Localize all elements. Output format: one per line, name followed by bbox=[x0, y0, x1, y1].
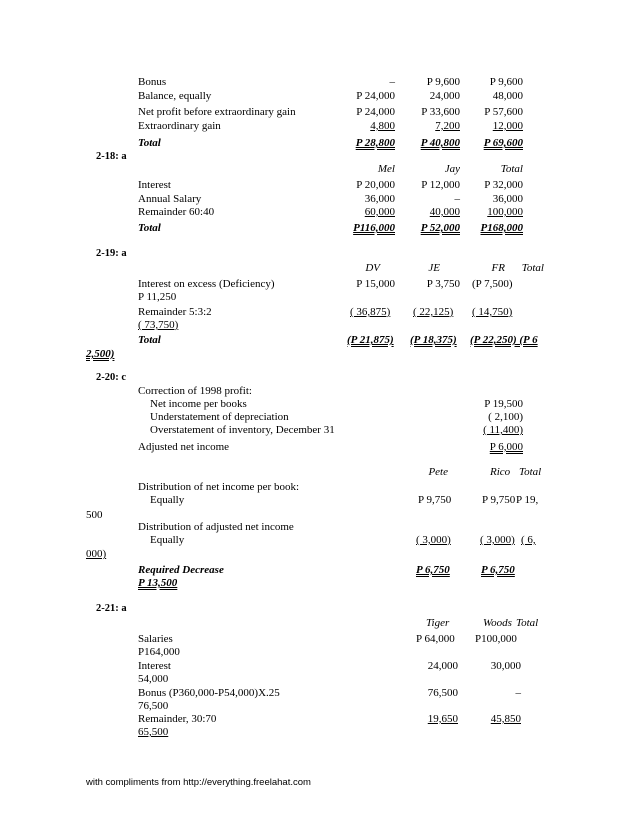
s221-header-tiger: Tiger bbox=[426, 617, 450, 629]
s220-required-label: Required Decrease bbox=[138, 564, 224, 576]
s220-adjusted-label: Adjusted net income bbox=[138, 441, 230, 453]
s219-header-fr: FR bbox=[491, 262, 505, 274]
s219-header-dv: DV bbox=[365, 262, 380, 274]
s221-interest-label: Interest bbox=[138, 660, 171, 672]
s219-total-col3: (P 22,250) (P 6 bbox=[470, 334, 538, 346]
balance-col1: P 24,000 bbox=[356, 90, 395, 102]
s221-salaries-label: Salaries bbox=[138, 633, 173, 645]
s220-equally1-pete: P 9,750 bbox=[418, 494, 452, 506]
s219-interest-label: Interest on excess (Deficiency) bbox=[138, 278, 275, 290]
s220-equally2-wrap: 000) bbox=[86, 548, 107, 560]
s221-interest-total-wrap: 54,000 bbox=[138, 673, 169, 685]
s220-equally1-total: P 19, bbox=[516, 494, 539, 506]
npbeg-col3: P 57,600 bbox=[484, 106, 523, 118]
section-label-2-21: 2-21: a bbox=[96, 603, 127, 614]
s219-remainder-total-wrap: ( 73,750) bbox=[138, 319, 179, 331]
s220-required-pete: P 6,750 bbox=[416, 564, 450, 576]
s220-inventory-value: ( 11,400) bbox=[483, 424, 523, 436]
s219-total-col2: (P 18,375) bbox=[410, 334, 457, 346]
s219-header-je: JE bbox=[428, 262, 440, 274]
s221-interest-woods: 30,000 bbox=[490, 660, 521, 672]
s220-header-total: Total bbox=[519, 466, 542, 478]
bonus-col3: P 9,600 bbox=[489, 76, 523, 88]
s218-salary-col2: – bbox=[454, 193, 460, 205]
s221-remainder-label: Remainder, 30:70 bbox=[138, 713, 217, 725]
s218-salary-col3: 36,000 bbox=[492, 193, 523, 205]
s219-total-col1: (P 21,875) bbox=[347, 334, 394, 346]
s220-required-total-wrap: P 13,500 bbox=[138, 577, 178, 589]
s221-salaries-woods: P100,000 bbox=[475, 633, 517, 645]
s220-equally2-label: Equally bbox=[150, 534, 185, 546]
s218-interest-col1: P 20,000 bbox=[356, 179, 395, 191]
s220-equally2-total: ( 6, bbox=[521, 534, 536, 546]
s218-total-col3: P168,000 bbox=[480, 222, 523, 234]
s218-total-col1: P116,000 bbox=[353, 222, 395, 234]
s221-interest-tiger: 24,000 bbox=[427, 660, 458, 672]
s220-equally2-pete: ( 3,000) bbox=[416, 534, 451, 546]
s220-dist-adj-title: Distribution of adjusted net income bbox=[138, 521, 294, 533]
s217-total-label: Total bbox=[138, 137, 161, 149]
s220-equally2-rico: ( 3,000) bbox=[480, 534, 515, 546]
s218-interest-col2: P 12,000 bbox=[421, 179, 460, 191]
s221-bonus-total-wrap: 76,500 bbox=[138, 700, 169, 712]
s221-bonus-tiger: 76,500 bbox=[427, 687, 458, 699]
s220-inventory-label: Overstatement of inventory, December 31 bbox=[150, 424, 335, 436]
s218-header-total: Total bbox=[500, 163, 523, 175]
npbeg-label: Net profit before extraordinary gain bbox=[138, 106, 296, 118]
section-label-2-20: 2-20: c bbox=[96, 372, 127, 383]
s217-total-col2: P 40,800 bbox=[420, 137, 460, 149]
page-footer: with compliments from http://everything.freelahat.com bbox=[86, 777, 311, 788]
s220-ni-books-value: P 19,500 bbox=[484, 398, 523, 410]
npbeg-col2: P 33,600 bbox=[421, 106, 460, 118]
s218-interest-label: Interest bbox=[138, 179, 171, 191]
s217-total-col3: P 69,600 bbox=[483, 137, 523, 149]
section-label-2-19: 2-19: a bbox=[96, 248, 127, 259]
s218-salary-col1: 36,000 bbox=[364, 193, 395, 205]
s218-total-col2: P 52,000 bbox=[420, 222, 460, 234]
s219-remainder-col2: ( 22,125) bbox=[413, 306, 454, 318]
s218-header-mel: Mel bbox=[377, 163, 395, 175]
s220-equally1-label: Equally bbox=[150, 494, 185, 506]
s219-interest-col1: P 15,000 bbox=[356, 278, 395, 290]
extra-label: Extraordinary gain bbox=[138, 120, 221, 132]
s220-equally1-rico: P 9,750 bbox=[482, 494, 516, 506]
s220-dist-book-title: Distribution of net income per book: bbox=[138, 481, 299, 493]
s221-remainder-total-wrap: 65,500 bbox=[138, 726, 169, 738]
extra-col3: 12,000 bbox=[492, 120, 523, 132]
section-label-2-18: 2-18: a bbox=[96, 151, 127, 162]
s220-depr-value: ( 2,100) bbox=[488, 411, 523, 423]
bonus-col1: – bbox=[389, 76, 395, 88]
balance-col2: 24,000 bbox=[429, 90, 460, 102]
s221-header-woods: Woods bbox=[483, 617, 512, 629]
s219-interest-total-wrap: P 11,250 bbox=[138, 291, 177, 303]
s219-interest-col3: (P 7,500) bbox=[472, 278, 513, 290]
s218-remainder-col2: 40,000 bbox=[429, 206, 460, 218]
s219-remainder-col1: ( 36,875) bbox=[350, 306, 391, 318]
s219-total-wrap: 2,500) bbox=[86, 348, 115, 360]
s220-ni-books-label: Net income per books bbox=[150, 398, 247, 410]
s217-total-col1: P 28,800 bbox=[355, 137, 395, 149]
s220-header-rico: Rico bbox=[490, 466, 511, 478]
s220-required-rico: P 6,750 bbox=[481, 564, 515, 576]
s221-remainder-tiger: 19,650 bbox=[427, 713, 458, 725]
s219-total-label: Total bbox=[138, 334, 161, 346]
s219-header-total: Total bbox=[521, 262, 544, 274]
s220-equally1-wrap: 500 bbox=[86, 509, 103, 521]
balance-label: Balance, equally bbox=[138, 90, 212, 102]
s221-bonus-label: Bonus (P360,000-P54,000)X.25 bbox=[138, 687, 280, 699]
s218-header-jay: Jay bbox=[444, 163, 460, 175]
s221-salaries-tiger: P 64,000 bbox=[416, 633, 455, 645]
bonus-col2: P 9,600 bbox=[426, 76, 460, 88]
s218-salary-label: Annual Salary bbox=[138, 193, 202, 205]
s221-header-total: Total bbox=[516, 617, 539, 629]
s221-salaries-total-wrap: P164,000 bbox=[138, 646, 180, 658]
s220-depr-label: Understatement of depreciation bbox=[150, 411, 289, 423]
s220-adjusted-value: P 6,000 bbox=[489, 441, 523, 453]
s219-remainder-label: Remainder 5:3:2 bbox=[138, 306, 212, 318]
s220-header-pete: Pete bbox=[428, 466, 448, 478]
s218-total-label: Total bbox=[138, 222, 161, 234]
s219-interest-col2: P 3,750 bbox=[426, 278, 460, 290]
s218-remainder-col1: 60,000 bbox=[364, 206, 395, 218]
s218-remainder-col3: 100,000 bbox=[487, 206, 523, 218]
balance-col3: 48,000 bbox=[492, 90, 523, 102]
bonus-label: Bonus bbox=[138, 76, 167, 88]
s220-correction-title: Correction of 1998 profit: bbox=[138, 385, 252, 397]
extra-col1: 4,800 bbox=[370, 120, 395, 132]
s219-remainder-col3: ( 14,750) bbox=[472, 306, 513, 318]
s218-remainder-label: Remainder 60:40 bbox=[138, 206, 215, 218]
npbeg-col1: P 24,000 bbox=[356, 106, 395, 118]
extra-col2: 7,200 bbox=[435, 120, 460, 132]
s218-interest-col3: P 32,000 bbox=[484, 179, 523, 191]
s221-remainder-woods: 45,850 bbox=[490, 713, 521, 725]
s221-bonus-woods: – bbox=[515, 687, 521, 699]
